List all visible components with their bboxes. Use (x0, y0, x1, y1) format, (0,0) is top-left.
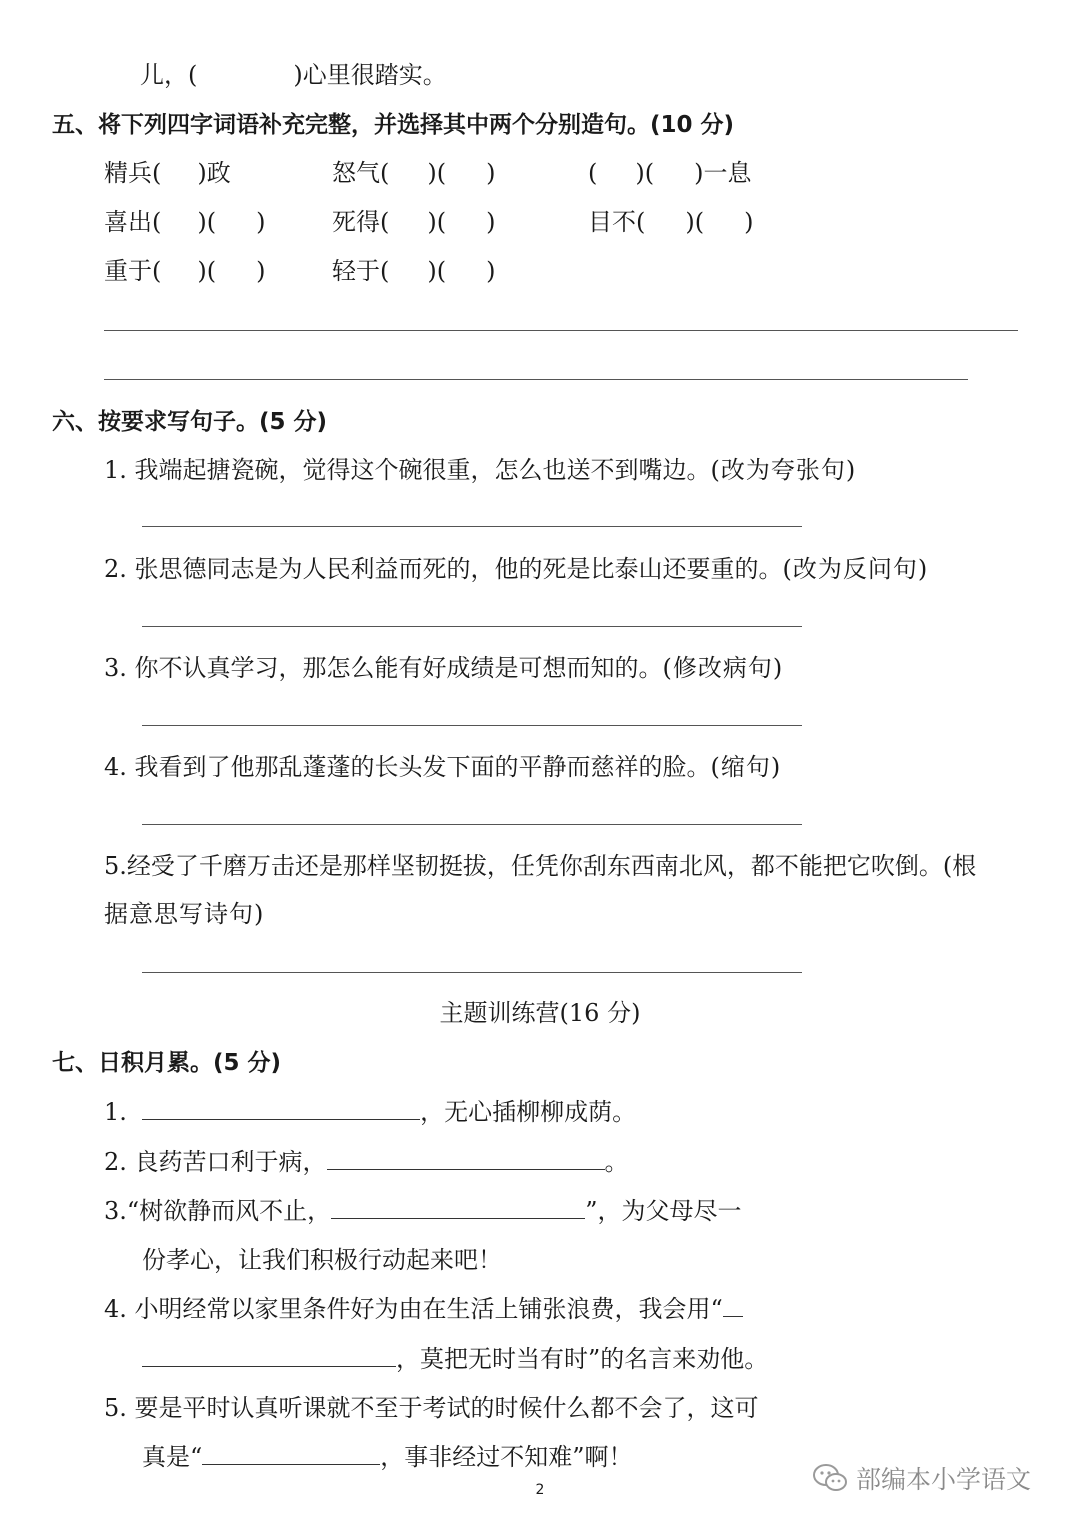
watermark (812, 1460, 1031, 1496)
idiom-item: 重于( )( ) (104, 257, 266, 285)
section-5-heading: 五、将下列四字词语补充完整，并选择其中两个分别造句。(10 分) (52, 112, 735, 138)
answer-line[interactable] (104, 379, 968, 380)
answer-line[interactable] (104, 330, 1018, 331)
answer-line[interactable] (142, 824, 802, 825)
answer-blank[interactable] (202, 1442, 380, 1465)
answer-line[interactable] (142, 526, 802, 527)
idiom-item: 轻于( )( ) (332, 257, 496, 285)
idiom-item: 精兵( )政 (104, 159, 231, 187)
answer-blank[interactable] (142, 1344, 396, 1367)
sentence-item-3: 3. 你不认真学习，那怎么能有好成绩是可想而知的。(修改病句) (104, 654, 784, 682)
fill-item-2: 2. 良药苦口利于病， 。 (104, 1148, 629, 1176)
section-subtitle: 主题训练营(16 分) (439, 999, 641, 1027)
sentence-item-1: 1. 我端起搪瓷碗，觉得这个碗很重，怎么也送不到嘴边。(改为夸张句) (104, 456, 857, 484)
idiom-item: 目不( )( ) (588, 208, 754, 236)
prev-question-tail: 儿，( )心里很踏实。 (140, 61, 447, 89)
answer-blank[interactable] (142, 1097, 420, 1120)
section-7-heading: 七、日积月累。(5 分) (52, 1050, 282, 1076)
fill-item-5-cont: 真是“ ，事非经过不知难”啊！ (142, 1443, 633, 1471)
fill-item-4-cont: ，莫把无时当有时”的名言来劝他。 (142, 1342, 768, 1376)
wechat-icon (812, 1463, 848, 1493)
sentence-item-4: 4. 我看到了他那乱蓬蓬的长头发下面的平静而慈祥的脸。(缩句) (104, 753, 782, 781)
answer-blank[interactable] (723, 1294, 743, 1317)
watermark-text: 部编本小学语文 (856, 1465, 1032, 1494)
answer-line[interactable] (142, 725, 802, 726)
idiom-item: 怒气( )( ) (332, 159, 496, 187)
sentence-item-2: 2. 张思德同志是为人民利益而死的，他的死是比泰山还要重的。(改为反问句) (104, 555, 929, 583)
sentence-item-5: 5.经受了千磨万击还是那样坚韧挺拔，任凭你刮东西南北风，都不能把它吹倒。(根 (104, 852, 977, 880)
sentence-item-5-cont: 据意思写诗句) (104, 900, 265, 928)
idiom-item: ( )( )一息 (588, 159, 752, 187)
answer-line[interactable] (142, 972, 802, 973)
fill-item-4: 4. 小明经常以家里条件好为由在生活上铺张浪费，我会用“ (104, 1292, 743, 1326)
answer-blank[interactable] (331, 1196, 585, 1219)
page-number: 2 (535, 1482, 545, 1498)
fill-item-5: 5. 要是平时认真听课就不至于考试的时候什么都不会了，这可 (104, 1394, 759, 1422)
idiom-item: 死得( )( ) (332, 208, 496, 236)
idiom-item: 喜出( )( ) (104, 208, 266, 236)
answer-blank[interactable] (327, 1147, 605, 1170)
fill-item-3: 3.“树欲静而风不止， ”，为父母尽一 (104, 1197, 742, 1225)
idiom-row-1 (104, 156, 231, 190)
fill-item-1: 1. ，无心插柳柳成荫。 (104, 1098, 637, 1126)
answer-line[interactable] (142, 626, 802, 627)
fill-item-3-cont: 份孝心，让我们积极行动起来吧！ (142, 1246, 502, 1274)
section-6-heading: 六、按要求写句子。(5 分) (52, 409, 328, 435)
